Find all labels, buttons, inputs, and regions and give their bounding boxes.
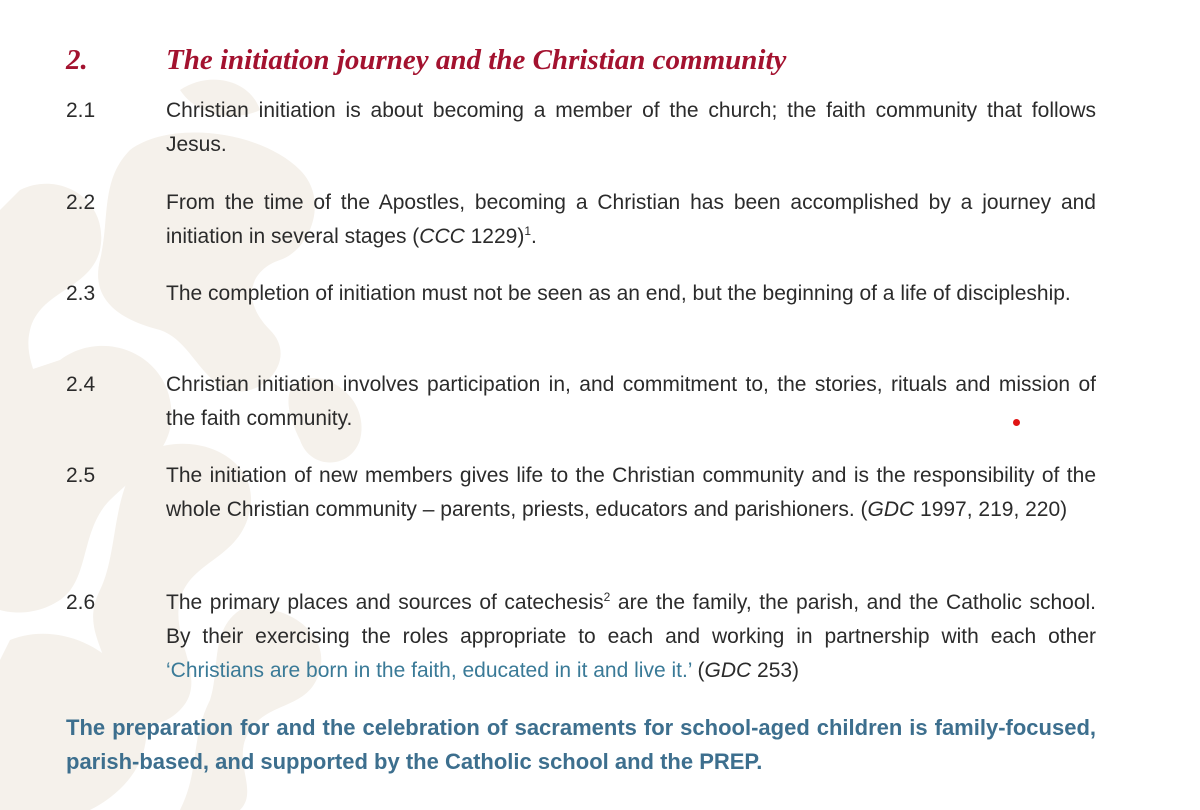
item-number: 2.1 (66, 99, 96, 122)
item-text: The initiation of new members gives life to the Christian community and is the responsibility of the whole Christian community – parents, priests, educators and parishioners. (GDC 1997, 219, 220) (166, 464, 1096, 521)
marker-dot (1013, 419, 1020, 426)
item-number: 2.3 (66, 282, 96, 305)
reference-abbrev: GDC (867, 498, 915, 521)
item-text: Christian initiation is about becoming a member of the church; the faith community that follows Jesus. (166, 99, 1096, 156)
item-number: 2.4 (66, 373, 96, 396)
reference-abbrev: CCC (419, 225, 465, 248)
section-number: 2. (66, 44, 88, 76)
quotation: ‘Christians are born in the faith, educated in it and live it.’ (166, 659, 692, 682)
item-number: 2.5 (66, 464, 96, 487)
footnote-marker: 1 (524, 224, 532, 238)
item-text: The completion of initiation must not be seen as an end, but the beginning of a life of discipleship. (166, 282, 1071, 305)
footnote-marker: 2 (603, 590, 611, 604)
item-text: Christian initiation involves participation in, and commitment to, the stories, rituals and mission of the faith community. (166, 373, 1096, 430)
reference-abbrev: GDC (704, 659, 752, 682)
item-text: The primary places and sources of catechesis$^2$ are the family, the parish, and the Catholic school. By their exercising the roles appropriate to each and working in partnership with each other ‘Christians are born in the faith, educated in it and live it.’ (GDC 253) (166, 590, 1097, 682)
closing-statement: The preparation for and the celebration of sacraments for school-aged children is family-focused, parish-based, and supported by the Catholic school and the PREP. (66, 715, 1096, 774)
item-text: From the time of the Apostles, becoming a Christian has been accomplished by a journey and initiation in several stages (CCC 1229)$^1$. (166, 191, 1096, 248)
item-number: 2.6 (66, 591, 96, 614)
item-number: 2.2 (66, 191, 96, 214)
section-title: The initiation journey and the Christian community (166, 44, 787, 76)
